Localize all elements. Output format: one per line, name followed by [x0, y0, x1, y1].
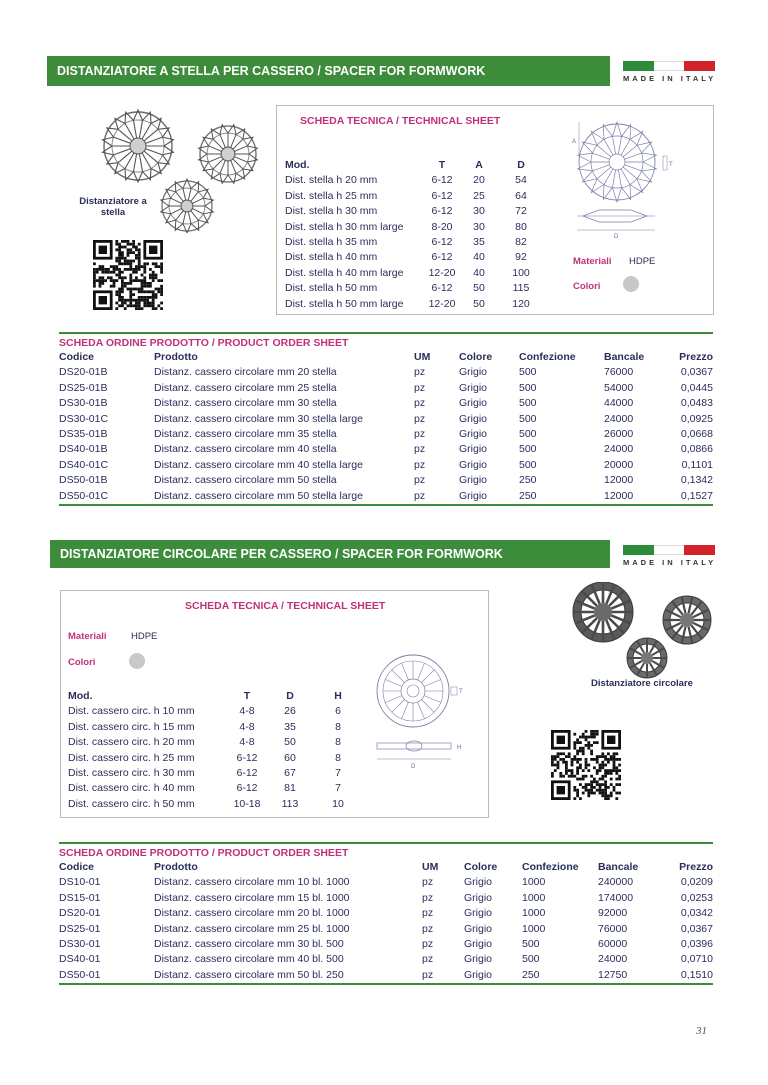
table-cell: 0,0209 [680, 876, 713, 889]
table-cell: Grigio [459, 474, 488, 487]
table-row [59, 952, 713, 967]
table-cell: 30 [473, 220, 485, 233]
table-cell: 500 [519, 428, 537, 441]
table-row [59, 365, 713, 380]
table-cell: 500 [519, 443, 537, 456]
table-cell: DS40-01B [59, 443, 108, 456]
table-cell: 8-20 [431, 220, 453, 233]
table-cell: Distanz. cassero circolare mm 40 stella large [154, 458, 363, 471]
table-row [285, 204, 543, 219]
table-row [285, 220, 543, 235]
section1-tech-title: SCHEDA TECNICA / TECHNICAL SHEET [300, 115, 501, 127]
table-cell: Dist. stella h 40 mm large [285, 266, 404, 279]
section2-order-sheet [59, 842, 713, 985]
table-cell: Dist. stella h 35 mm [285, 236, 378, 249]
section1-title-bar [47, 56, 610, 86]
table-cell: Distanz. cassero circolare mm 40 bl. 500 [154, 953, 344, 966]
made-in-italy-text: MADE IN ITALY [623, 558, 717, 567]
table-cell: 82 [515, 236, 527, 249]
table-cell: 6 [335, 705, 341, 718]
diagram-label-t: T [669, 162, 673, 168]
table-cell: 54 [515, 174, 527, 187]
table-cell: pz [414, 458, 426, 471]
table-cell: 120 [512, 297, 530, 310]
table-cell: DS30-01C [59, 412, 109, 425]
table-cell: 1000 [522, 891, 546, 904]
table-row [285, 173, 543, 188]
col-header: Codice [59, 351, 95, 363]
section2-order-table [59, 860, 713, 983]
star-spacer-drawing [569, 114, 689, 242]
table-cell: Grigio [459, 428, 488, 441]
col-header: Colore [464, 861, 498, 873]
col-header: Prodotto [154, 351, 198, 363]
table-cell: 250 [519, 489, 537, 502]
table-cell: 50 [473, 297, 485, 310]
table-cell: 6-12 [431, 189, 453, 202]
table-row [68, 720, 362, 735]
section2-tech-table [68, 689, 362, 812]
table-cell: 64 [515, 189, 527, 202]
table-cell: 4-8 [239, 736, 255, 749]
table-row [285, 189, 543, 204]
table-header-row [68, 689, 362, 704]
table-cell: pz [422, 953, 434, 966]
table-cell: 8 [335, 751, 341, 764]
table-cell: Grigio [459, 381, 488, 394]
table-cell: Grigio [464, 891, 493, 904]
diagram-label-a: A [572, 139, 577, 145]
col-header: Confezione [519, 351, 576, 363]
table-cell: 54000 [604, 381, 634, 394]
section2-colori-label: Colori [68, 657, 96, 668]
table-cell: pz [414, 381, 426, 394]
table-cell: 6-12 [431, 174, 453, 187]
table-cell: 30 [473, 205, 485, 218]
table-cell: Dist. stella h 25 mm [285, 189, 378, 202]
table-cell: Grigio [459, 397, 488, 410]
table-cell: Dist. stella h 50 mm large [285, 297, 404, 310]
table-cell: 60000 [598, 938, 628, 951]
table-cell: DS50-01B [59, 474, 108, 487]
table-cell: 0,0710 [680, 953, 713, 966]
circular-spacer-drawing [371, 651, 479, 771]
col-header: Prezzo [679, 351, 713, 363]
table-cell: Distanz. cassero circolare mm 50 stella large [154, 489, 363, 502]
table-cell: DS35-01B [59, 428, 108, 441]
table-cell: Distanz. cassero circolare mm 30 stella large [154, 412, 363, 425]
made-in-italy-badge-1 [623, 61, 715, 87]
table-row [59, 412, 713, 427]
table-cell: 0,0253 [680, 891, 713, 904]
table-cell: 500 [519, 381, 537, 394]
section2-order-title: SCHEDA ORDINE PRODOTTO / PRODUCT ORDER SHEET [59, 847, 349, 859]
table-cell: 1000 [522, 876, 546, 889]
table-cell: Dist. cassero circ. h 30 mm [68, 767, 195, 780]
col-header: Codice [59, 861, 95, 873]
table-row [68, 781, 362, 796]
table-cell: Dist. stella h 30 mm [285, 205, 378, 218]
table-cell: 6-12 [236, 782, 258, 795]
col-header: UM [422, 861, 439, 873]
table-cell: 1000 [522, 907, 546, 920]
table-row [68, 766, 362, 781]
table-cell: DS25-01B [59, 381, 108, 394]
table-cell: 0,0925 [680, 412, 713, 425]
table-cell: 24000 [598, 953, 628, 966]
table-cell: 67 [284, 767, 296, 780]
table-cell: 92000 [598, 907, 628, 920]
table-cell: Grigio [464, 968, 493, 981]
table-cell: Distanz. cassero circolare mm 30 stella [154, 397, 337, 410]
table-cell: 1000 [522, 922, 546, 935]
table-cell: DS50-01 [59, 968, 101, 981]
table-row [68, 735, 362, 750]
table-row [68, 797, 362, 812]
table-cell: 100 [512, 266, 530, 279]
table-cell: 12000 [604, 474, 634, 487]
table-cell: 0,0445 [680, 381, 713, 394]
table-cell: 0,0396 [680, 938, 713, 951]
table-cell: 50 [473, 282, 485, 295]
table-row [59, 442, 713, 457]
section2-tech-title: SCHEDA TECNICA / TECHNICAL SHEET [185, 600, 386, 612]
section1-title: DISTANZIATORE A STELLA PER CASSERO / SPACER FOR FORMWORK [57, 64, 486, 78]
table-cell: pz [422, 938, 434, 951]
table-row [59, 937, 713, 952]
table-cell: 115 [512, 282, 530, 295]
section2-tech-panel [60, 590, 489, 818]
table-cell: pz [414, 443, 426, 456]
col-header: Mod. [68, 690, 93, 702]
table-cell: pz [414, 412, 426, 425]
table-cell: 250 [519, 474, 537, 487]
table-cell: 240000 [598, 876, 634, 889]
grey-color-swatch [129, 653, 145, 669]
table-cell: Distanz. cassero circolare mm 25 stella [154, 381, 337, 394]
table-cell: 500 [519, 458, 537, 471]
table-header-row [285, 158, 543, 173]
col-header: A [475, 159, 483, 171]
table-cell: Dist. stella h 40 mm [285, 251, 378, 264]
table-row [59, 875, 713, 890]
table-cell: Distanz. cassero circolare mm 15 bl. 1000 [154, 891, 350, 904]
table-cell: 8 [335, 736, 341, 749]
table-cell: DS50-01C [59, 489, 109, 502]
col-header: D [286, 690, 294, 702]
table-cell: Grigio [464, 922, 493, 935]
table-cell: 7 [335, 782, 341, 795]
table-cell: Distanz. cassero circolare mm 35 stella [154, 428, 337, 441]
table-cell: Grigio [459, 366, 488, 379]
col-header: Colore [459, 351, 493, 363]
table-cell: 0,0342 [680, 907, 713, 920]
table-cell: DS20-01 [59, 907, 101, 920]
section1-order-title: SCHEDA ORDINE PRODOTTO / PRODUCT ORDER SHEET [59, 337, 349, 349]
table-row [59, 891, 713, 906]
table-cell: 7 [335, 767, 341, 780]
table-cell: 0,1342 [680, 474, 713, 487]
table-cell: 250 [522, 968, 540, 981]
col-header: Mod. [285, 159, 310, 171]
table-cell: 12750 [598, 968, 628, 981]
table-cell: 6-12 [431, 282, 453, 295]
table-cell: Dist. cassero circ. h 10 mm [68, 705, 195, 718]
col-header: Bancale [598, 861, 639, 873]
table-cell: 0,0866 [680, 443, 713, 456]
table-cell: DS30-01B [59, 397, 108, 410]
table-cell: 174000 [598, 891, 634, 904]
table-cell: 12-20 [428, 266, 456, 279]
table-cell: 26 [284, 705, 296, 718]
table-cell: 10 [332, 797, 344, 810]
table-row [59, 922, 713, 937]
table-cell: 0,0367 [680, 366, 713, 379]
table-cell: Distanz. cassero circolare mm 20 stella [154, 366, 337, 379]
section1-tech-table [285, 158, 543, 312]
table-cell: DS30-01 [59, 938, 101, 951]
table-row [285, 281, 543, 296]
table-row [59, 968, 713, 983]
table-cell: 500 [522, 953, 540, 966]
diagram-label-d: D [411, 764, 416, 770]
made-in-italy-text: MADE IN ITALY [623, 74, 717, 83]
table-cell: Dist. stella h 50 mm [285, 282, 378, 295]
table-cell: Dist. cassero circ. h 15 mm [68, 720, 195, 733]
table-cell: 500 [522, 938, 540, 951]
table-row [68, 704, 362, 719]
table-cell: DS40-01C [59, 458, 109, 471]
table-cell: 80 [515, 220, 527, 233]
section2-materiali-label: Materiali [68, 631, 107, 642]
table-cell: Dist. stella h 20 mm [285, 174, 378, 187]
table-cell: 6-12 [431, 236, 453, 249]
table-row [59, 473, 713, 488]
table-cell: Dist. cassero circ. h 20 mm [68, 736, 195, 749]
table-cell: 25 [473, 189, 485, 202]
table-cell: Dist. cassero circ. h 40 mm [68, 782, 195, 795]
section2-caption: Distanziatore circolare [591, 678, 693, 689]
table-cell: pz [414, 474, 426, 487]
table-cell: 500 [519, 366, 537, 379]
table-cell: Distanz. cassero circolare mm 25 bl. 1000 [154, 922, 350, 935]
table-cell: pz [414, 366, 426, 379]
table-row [59, 458, 713, 473]
table-cell: 40 [473, 266, 485, 279]
table-cell: pz [414, 397, 426, 410]
table-cell: 8 [335, 720, 341, 733]
table-row [59, 906, 713, 921]
section1-order-sheet [59, 332, 713, 506]
table-cell: 72 [515, 205, 527, 218]
table-header-row [59, 860, 713, 875]
table-cell: 81 [284, 782, 296, 795]
section2-title: DISTANZIATORE CIRCOLARE PER CASSERO / SPACER FOR FORMWORK [60, 547, 503, 561]
table-cell: DS10-01 [59, 876, 101, 889]
table-cell: 0,0483 [680, 397, 713, 410]
table-cell: 0,1101 [681, 458, 713, 471]
table-cell: Distanz. cassero circolare mm 40 stella [154, 443, 337, 456]
table-row [68, 751, 362, 766]
table-cell: Distanz. cassero circolare mm 50 stella [154, 474, 337, 487]
table-row [285, 266, 543, 281]
qr-code-2 [551, 730, 621, 800]
col-header: Prodotto [154, 861, 198, 873]
table-header-row [59, 350, 713, 365]
table-cell: DS15-01 [59, 891, 101, 904]
col-header: H [334, 690, 342, 702]
table-cell: pz [422, 907, 434, 920]
table-cell: 6-12 [431, 205, 453, 218]
table-cell: 500 [519, 397, 537, 410]
table-cell: Dist. stella h 30 mm large [285, 220, 404, 233]
table-cell: 60 [284, 751, 296, 764]
table-cell: pz [422, 922, 434, 935]
table-cell: 24000 [604, 412, 634, 425]
table-cell: Dist. cassero circ. h 50 mm [68, 797, 195, 810]
table-cell: 76000 [604, 366, 634, 379]
table-cell: pz [422, 876, 434, 889]
table-cell: Grigio [459, 489, 488, 502]
table-cell: Distanz. cassero circolare mm 10 bl. 1000 [154, 876, 350, 889]
table-cell: 12000 [604, 489, 634, 502]
section2-title-bar [50, 540, 610, 568]
table-cell: Distanz. cassero circolare mm 50 bl. 250 [154, 968, 344, 981]
table-cell: 76000 [598, 922, 628, 935]
table-cell: pz [414, 428, 426, 441]
section1-order-table [59, 350, 713, 504]
diagram-label-t: T [459, 689, 463, 695]
table-cell: Grigio [459, 458, 488, 471]
table-cell: 40 [473, 251, 485, 264]
section1-materiali-label: Materiali [573, 256, 612, 267]
table-cell: Dist. cassero circ. h 25 mm [68, 751, 195, 764]
section1-materiali-value: HDPE [629, 256, 656, 267]
qr-code-1 [93, 240, 165, 310]
table-cell: Grigio [464, 938, 493, 951]
col-header: D [517, 159, 525, 171]
table-cell: 6-12 [236, 767, 258, 780]
col-header: Prezzo [679, 861, 713, 873]
table-cell: 6-12 [236, 751, 258, 764]
table-row [59, 489, 713, 504]
section1-tech-panel [276, 105, 714, 315]
table-cell: 92 [515, 251, 527, 264]
table-cell: Grigio [464, 876, 493, 889]
diagram-label-d: D [614, 234, 619, 240]
col-header: UM [414, 351, 431, 363]
table-cell: 500 [519, 412, 537, 425]
grey-color-swatch [623, 276, 639, 292]
table-cell: pz [422, 891, 434, 904]
table-cell: 20000 [604, 458, 634, 471]
table-row [285, 235, 543, 250]
table-cell: pz [414, 489, 426, 502]
table-cell: 0,1510 [680, 968, 713, 981]
section2-materiali-value: HDPE [131, 631, 158, 642]
table-cell: 35 [284, 720, 296, 733]
page-number: 31 [696, 1025, 707, 1037]
table-cell: 24000 [604, 443, 634, 456]
diagram-label-h: H [457, 745, 462, 751]
table-cell: DS20-01B [59, 366, 108, 379]
circular-spacer-photo [565, 582, 717, 682]
table-cell: 6-12 [431, 251, 453, 264]
table-cell: 20 [473, 174, 485, 187]
col-header: T [438, 159, 446, 171]
table-cell: Distanz. cassero circolare mm 20 bl. 1000 [154, 907, 350, 920]
section1-colori-label: Colori [573, 281, 601, 292]
table-cell: DS40-01 [59, 953, 101, 966]
col-header: T [243, 690, 251, 702]
table-row [59, 427, 713, 442]
table-row [285, 250, 543, 265]
table-cell: 50 [284, 736, 296, 749]
table-cell: Grigio [464, 953, 493, 966]
made-in-italy-badge-2 [623, 545, 715, 571]
col-header: Bancale [604, 351, 645, 363]
table-cell: Grigio [464, 907, 493, 920]
table-cell: 0,1527 [680, 489, 713, 502]
table-cell: 0,0367 [680, 922, 713, 935]
table-cell: 12-20 [428, 297, 456, 310]
table-cell: 26000 [604, 428, 634, 441]
table-cell: 10-18 [233, 797, 261, 810]
table-cell: 4-8 [239, 720, 255, 733]
table-row [59, 396, 713, 411]
table-cell: Grigio [459, 412, 488, 425]
table-cell: 0,0668 [680, 428, 713, 441]
table-cell: Grigio [459, 443, 488, 456]
table-row [285, 297, 543, 312]
table-cell: Distanz. cassero circolare mm 30 bl. 500 [154, 938, 344, 951]
col-header: Confezione [522, 861, 579, 873]
table-cell: 44000 [604, 397, 634, 410]
table-cell: 35 [473, 236, 485, 249]
table-cell: 113 [281, 797, 299, 810]
table-row [59, 381, 713, 396]
table-cell: 4-8 [239, 705, 255, 718]
section1-caption: Distanziatore a stella [79, 196, 147, 218]
table-cell: pz [422, 968, 434, 981]
table-cell: DS25-01 [59, 922, 101, 935]
